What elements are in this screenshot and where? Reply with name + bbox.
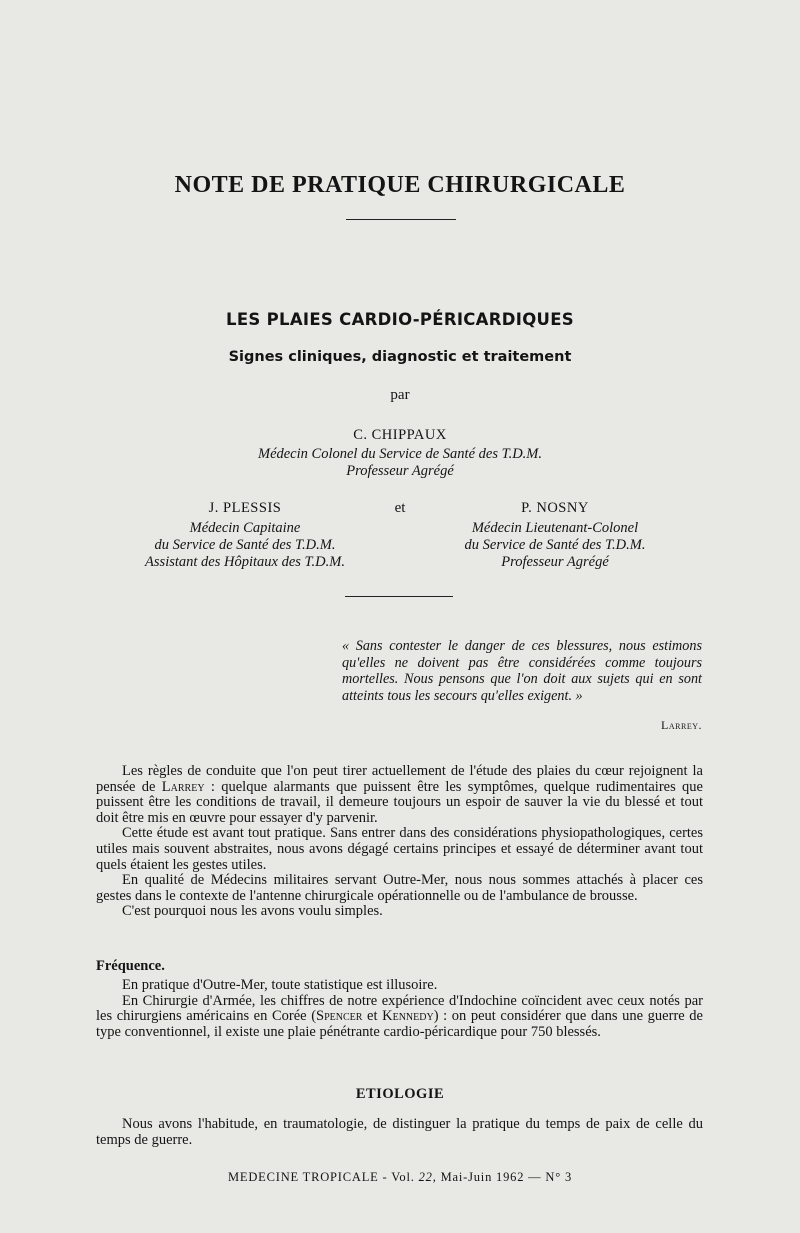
frequence-heading: Fréquence.	[96, 958, 165, 974]
footer-issue: Mai-Juin 1962 — N° 3	[440, 1170, 572, 1184]
footer-volume: 22,	[418, 1170, 437, 1184]
cited-name-larrey: Larrey	[161, 778, 205, 795]
footer-journal: MEDECINE TROPICALE - Vol.	[227, 1170, 415, 1184]
section-title: NOTE DE PRATIQUE CHIRURGICALE	[174, 172, 626, 198]
frequence-paragraph-2: En Chirurgie d'Armée, les chiffres de notre expérience d'Indochine coïncident avec ceux notés par les chirurgiens américains en Corée (Spencer et Kennedy) : on peut considérer que dans une guerre de type conventionnel, il existe une plaie pénétrante cardio-péricardique pour 750 blessés.	[96, 992, 703, 1040]
right-author-rank: Professeur Agrégé	[501, 554, 609, 570]
etiologie-section	[96, 1117, 703, 1148]
right-author	[410, 500, 700, 571]
article-subtitle: Signes cliniques, diagnostic et traitement	[228, 349, 572, 365]
main-author	[200, 427, 600, 480]
intro-paragraph-1: Les règles de conduite que l'on peut tirer actuellement de l'étude des plaies du cœur rejoignent la pensée de Larrey : quelque alarmants que puissent être les symptômes, quelque rudimentaires que puissent être les conditions de travail, il demeure toujours un espoir de sauver la vie du blessé et tout doit être mis en œuvre pour essayer d'y parvenir.	[96, 763, 703, 826]
left-author-title: Médecin Capitaine	[189, 520, 301, 536]
frequence-section	[96, 978, 703, 1040]
left-author-service: du Service de Santé des T.D.M.	[154, 537, 336, 553]
intro-paragraph-2: Cette étude est avant tout pratique. Sans entrer dans des considérations physiopathologiques, certes utiles mais souvent abstraites, nous avons dégagé certains principes et essayé de déterminer avant tout quels étaient les gestes utiles.	[96, 825, 703, 873]
epigraph-quote: « Sans contester le danger de ces blessures, nous estimons qu'elles ne doivent pas être considérées comme toujours mortelles. Nous pensons que l'on doit aux sujets qui en sont atteints tous les secours qu'elles exigent. »	[342, 638, 702, 704]
main-author-title: Médecin Colonel du Service de Santé des T.D.M.	[257, 446, 542, 462]
byline-par: par	[390, 387, 410, 403]
middle-divider	[345, 596, 453, 597]
etiologie-paragraph-1: Nous avons l'habitude, en traumatologie, de distinguer la pratique du temps de paix de celle du temps de guerre.	[96, 1116, 703, 1148]
main-author-rank: Professeur Agrégé	[346, 463, 454, 479]
cited-name-spencer: Spencer	[316, 1008, 363, 1025]
left-author-name: J. PLESSIS	[208, 500, 282, 516]
right-author-name: P. NOSNY	[521, 500, 589, 516]
intro-paragraph-4: C'est pourquoi nous les avons voulu simples.	[122, 903, 383, 920]
left-author	[100, 500, 390, 571]
right-author-title: Médecin Lieutenant-Colonel	[471, 520, 639, 536]
intro-section	[96, 764, 703, 920]
etiologie-heading: ETIOLOGIE	[355, 1086, 445, 1102]
article-title: LES PLAIES CARDIO-PÉRICARDIQUES	[226, 310, 574, 329]
frequence-paragraph-1: En pratique d'Outre-Mer, toute statistique est illusoire.	[122, 977, 438, 993]
intro-paragraph-3: En qualité de Médecins militaires servant Outre-Mer, nous nous sommes attachés à placer ces gestes dans le contexte de l'antenne chirurgicale opérationnelle ou de l'ambulance de brousse.	[96, 872, 703, 904]
main-author-name: C. CHIPPAUX	[353, 427, 447, 443]
epigraph-author: Larrey.	[661, 718, 702, 732]
journal-footer	[0, 1170, 800, 1185]
right-author-service: du Service de Santé des T.D.M.	[464, 537, 646, 553]
authors-conjunction: et	[394, 500, 406, 516]
left-author-affiliation: Assistant des Hôpitaux des T.D.M.	[145, 554, 345, 570]
cited-name-kennedy: Kennedy	[382, 1008, 434, 1025]
top-divider	[346, 219, 456, 220]
